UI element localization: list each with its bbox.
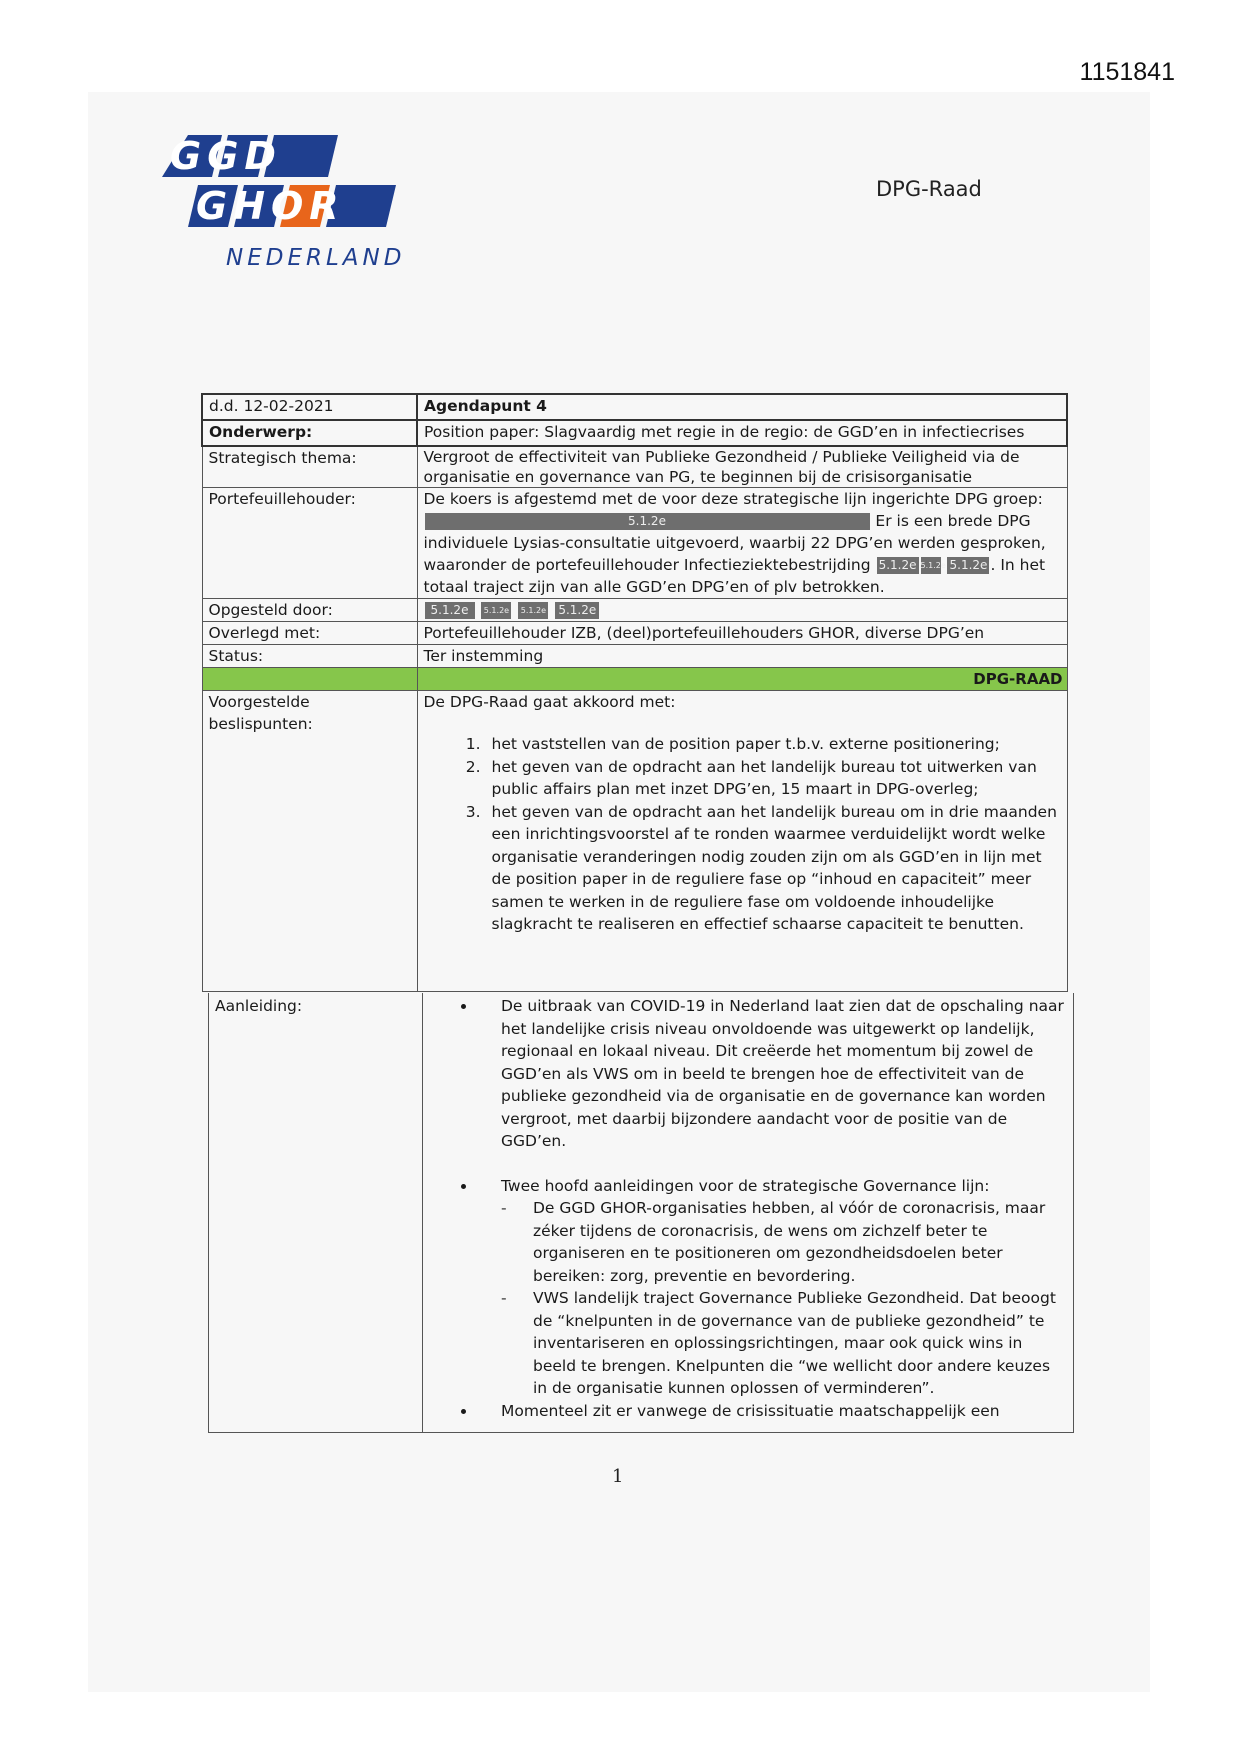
decisions-list <box>424 733 1061 936</box>
redaction-block: 5.1.2e <box>947 557 989 574</box>
decisions-intro: De DPG-Raad gaat akkoord met: <box>423 693 676 711</box>
logo-line1: GGD <box>170 134 282 178</box>
logo-line3: NEDERLAND <box>226 245 406 271</box>
ggd-ghor-logo <box>160 133 445 293</box>
portfolio-row <box>202 488 1067 599</box>
portfolio-label: Portefeuillehouder: <box>202 488 417 599</box>
consulted-value: Portefeuillehouder IZB, (deel)portefeuillehouders GHOR, diverse DPG’en <box>417 622 1067 645</box>
sub-bullet: - VWS landelijk traject Governance Publieke Gezondheid. Dat beoogt de “knelpunten in de governance van de publieke gezondheid” te inventariseren en oplossingsrichtingen, maar ook quick wins in beeld te brengen. Knelpunten die “we wellicht door andere keuzes in de organisatie kunnen oplossen of verminderen”. <box>531 1287 1067 1400</box>
logo-line2: GHOR <box>196 184 345 228</box>
sub-bullet: - De GGD GHOR-organisaties hebben, al vóór de coronacrisis, maar zéker tijdens de coronacrisis, de wens om zichzelf beter te organiseren en te positioneren om gezondheidsdoelen beter bereiken: zorg, preventie en bevordering. <box>531 1197 1067 1287</box>
redaction-block: 5.1.2e <box>481 602 511 619</box>
portfolio-text-3: . In het totaal traject zijn van alle GGD’en DPG’en of plv betrokken. <box>423 556 1046 596</box>
portfolio-text-1: De koers is afgestemd met de voor deze strategische lijn ingerichte DPG groep: <box>423 490 1043 508</box>
prepared-row <box>202 599 1067 622</box>
portfolio-value <box>417 488 1067 599</box>
status-label: Status: <box>202 645 417 668</box>
date-cell: d.d. 12-02-2021 <box>202 394 417 420</box>
decision-item: 2. het geven van de opdracht aan het landelijk bureau tot uitwerken van public affairs plan met inzet DPG’en, 15 maart in DPG-overleg; <box>486 756 1061 801</box>
section-label: DPG-RAAD <box>417 668 1067 691</box>
redaction-block: 5.1.2e <box>518 602 548 619</box>
theme-label: Strategisch thema: <box>202 446 417 488</box>
sub-list <box>501 1197 1067 1400</box>
subject-row <box>202 420 1067 446</box>
decision-item: 3. het geven van de opdracht aan het landelijk bureau om in drie maanden een inrichtingsvoorstel af te ronden waarmee verduidelijkt wordt welke organisatie veranderingen nodig zouden zijn om als GGD’en in lijn met de position paper in de reguliere fase op “inhoud en capaciteit” meer samen te werken in de reguliere fase om voldoende inhoudelijke slagkracht te realiseren en effectief schaarse capaciteit te benutten. <box>486 801 1061 936</box>
page-number: 1 <box>612 1466 624 1487</box>
status-row <box>202 645 1067 668</box>
prepared-label: Opgesteld door: <box>202 599 417 622</box>
consulted-label: Overlegd met: <box>202 622 417 645</box>
redaction-block: 5.1.2e <box>555 602 599 619</box>
background-label: Aanleiding: <box>209 993 423 1433</box>
background-bullet: • Momenteel zit er vanwege de crisissituatie maatschappelijk een <box>477 1400 1067 1423</box>
background-bullet: • De uitbraak van COVID-19 in Nederland laat zien dat de opschaling naar het landelijke crisis niveau onvoldoende was uitgewerkt op landelijk, regionaal en lokaal niveau. Dit creëerde het momentum bij zowel de GGD’en als VWS om in beeld te brengen hoe de effectiviteit van de publieke gezondheid via de organisatie en de governance kan worden vergroot, met daarbij bijzondere aandacht voor de positie van de GGD’en. <box>477 995 1067 1153</box>
agenda-item-cell: Agendapunt 4 <box>417 394 1067 420</box>
consulted-row <box>202 622 1067 645</box>
prepared-value <box>417 599 1067 622</box>
decision-item: 1. het vaststellen van de position paper t.b.v. externe positionering; <box>486 733 1061 756</box>
decisions-row <box>202 691 1067 992</box>
background-table <box>208 993 1074 1433</box>
decisions-value <box>417 691 1067 992</box>
background-value <box>423 993 1074 1433</box>
bullet-text: Twee hoofd aanleidingen voor de strategische Governance lijn: <box>501 1176 990 1195</box>
redaction-block: 5.1.2e <box>425 602 475 619</box>
logo-row-ggd <box>162 134 338 178</box>
theme-value: Vergroot de effectiviteit van Publieke Gezondheid / Publieke Veiligheid via de organisatie en governance van PG, te beginnen bij de crisisorganisatie <box>417 446 1067 488</box>
portfolio-text-2: Er is een brede DPG individuele Lysias-consultatie uitgevoerd, waarbij 22 DPG’en werden gesproken, waaronder de portefeuillehouder Infectieziektebestrijding <box>423 512 1046 574</box>
status-value: Ter instemming <box>417 645 1067 668</box>
subject-label: Onderwerp: <box>202 420 417 446</box>
document-number: 1151841 <box>1079 58 1175 86</box>
council-title: DPG-Raad <box>876 177 982 201</box>
section-header-row <box>202 668 1067 691</box>
redaction-block: 5.1.2e <box>921 557 941 574</box>
agenda-info-table <box>201 393 1068 992</box>
background-bullet <box>477 1175 1067 1400</box>
subject-value: Position paper: Slagvaardig met regie in de regio: de GGD’en in infectiecrises <box>417 420 1067 446</box>
date-row <box>202 394 1067 420</box>
redaction-block: 5.1.2e <box>877 557 919 574</box>
background-list <box>429 995 1067 1422</box>
redaction-block: 5.1.2e <box>425 513 870 530</box>
theme-row <box>202 446 1067 488</box>
background-row <box>209 993 1074 1433</box>
decisions-label: Voorgestelde beslispunten: <box>202 691 417 992</box>
logo-row-ghor <box>188 184 396 228</box>
